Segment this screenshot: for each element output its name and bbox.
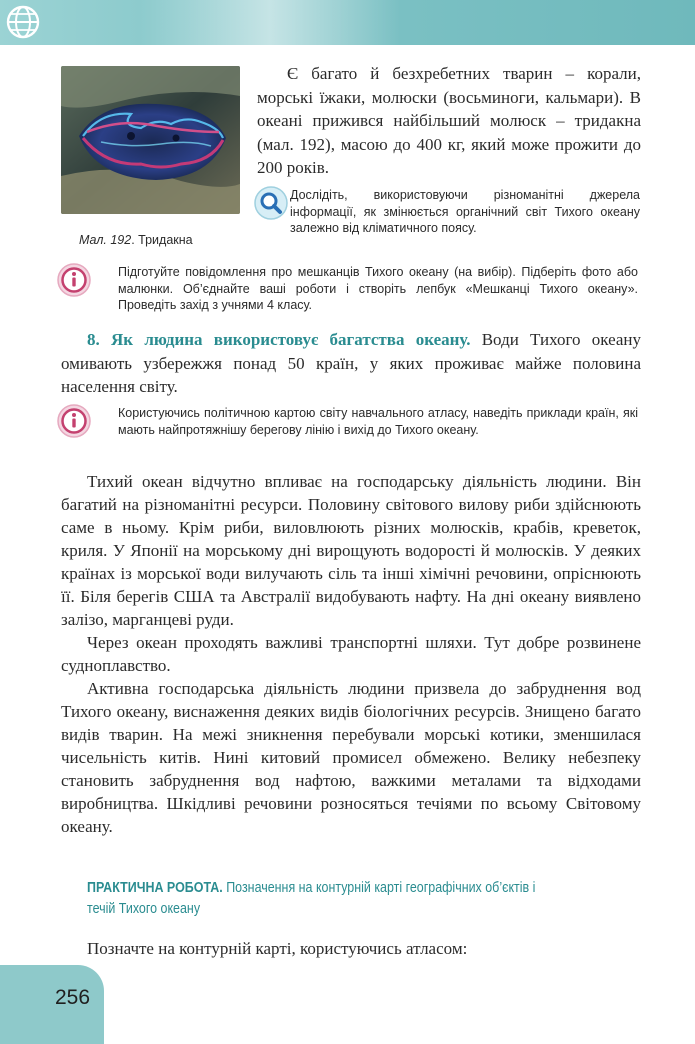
paragraph-resources: Тихий океан відчутно впливає на господарську діяльність людини. Він багатий на різноманітні ресурси. Половину світового вилову риби здійснюють саме в ньому. Крім риби, виловлюють різних молюсків, крабів, креветок, криля. У Японії на морському дні вирощують водорості й молюсків. У деяких країнах із морської води вилучають сіль та інші хімічні речовини, опріснюють її. Біля берегів США та Австралії видобувають нафту. На дні океану виявлено залізо, марганцеві руди. — [61, 472, 641, 629]
caption-label: Мал. 192 — [79, 233, 132, 247]
section-8 — [61, 328, 641, 399]
paragraph-pollution: Активна господарська діяльність людини призвела до забруднення вод Тихого океану, виснаження деяких видів біологічних ресурсів. Знищено багато видів тварин. На межі зникнення перебували морські котики, зменшилася чисельність китів. Нині китовий промисел обмежено. Велику небезпеку становить забруднення вод нафтою, важкими металами та відходами виробництва. Шкідливі речовини розносяться течіями по всьому Світовому океану. — [61, 679, 641, 836]
magnifier-icon — [253, 185, 289, 221]
practical-title: Позначення на контурній карті географічних об’єктів і течій Тихого океану — [87, 880, 536, 917]
practical-label: ПРАКТИЧНА РОБОТА. — [87, 880, 223, 896]
map-hint: Користуючись політичною картою світу навчального атласу, наведіть приклади країн, які мають найпротяжнішу берегову лінію і вихід до Тихого океану. — [118, 406, 638, 437]
tridacna-photo — [61, 66, 240, 214]
page-number: 256 — [55, 986, 91, 1009]
main-text — [61, 470, 641, 838]
paragraph-transport: Через океан проходять важливі транспортні шляхи. Тут добре розвинене судноплавство. — [61, 633, 641, 675]
globe-icon — [5, 4, 41, 40]
band-highlight — [140, 0, 400, 45]
info-icon — [56, 262, 92, 298]
practical-work-heading — [87, 878, 543, 920]
research-hint: Дослідіть, використовуючи різноманітні джерела інформації, як змінюється органічний світ Тихого океану залежно від кліматичного поясу. — [290, 188, 640, 235]
section-heading: 8. Як людина використовує багатства океану. — [87, 330, 471, 349]
task-text: Позначте на контурній карті, користуючись атласом: — [87, 939, 468, 958]
caption-text: . Тридакна — [131, 233, 193, 247]
info-icon — [56, 403, 92, 439]
prepare-hint: Підготуйте повідомлення про мешканців Тихого океану (на вибір). Підберіть фото або малюнки. Об’єднайте ваші роботи і створіть лепбук «Мешканці Тихого океану». Проведіть захід з учнями 4 класу. — [118, 265, 638, 312]
figure-caption — [79, 233, 193, 247]
top-decor-band — [0, 0, 695, 45]
intro-paragraph: Є багато й безхребетних тварин – корали, морські їжаки, молюски (восьминоги, кальмари). В океані прижився найбільший молюск – тридакна (мал. 192), масою до 400 кг, який може прожити до 200 років. — [257, 64, 641, 177]
section-text: Води Тихого океану омивають узбережжя понад 50 країн, у яких проживає майже половина населення світу. — [61, 330, 641, 396]
